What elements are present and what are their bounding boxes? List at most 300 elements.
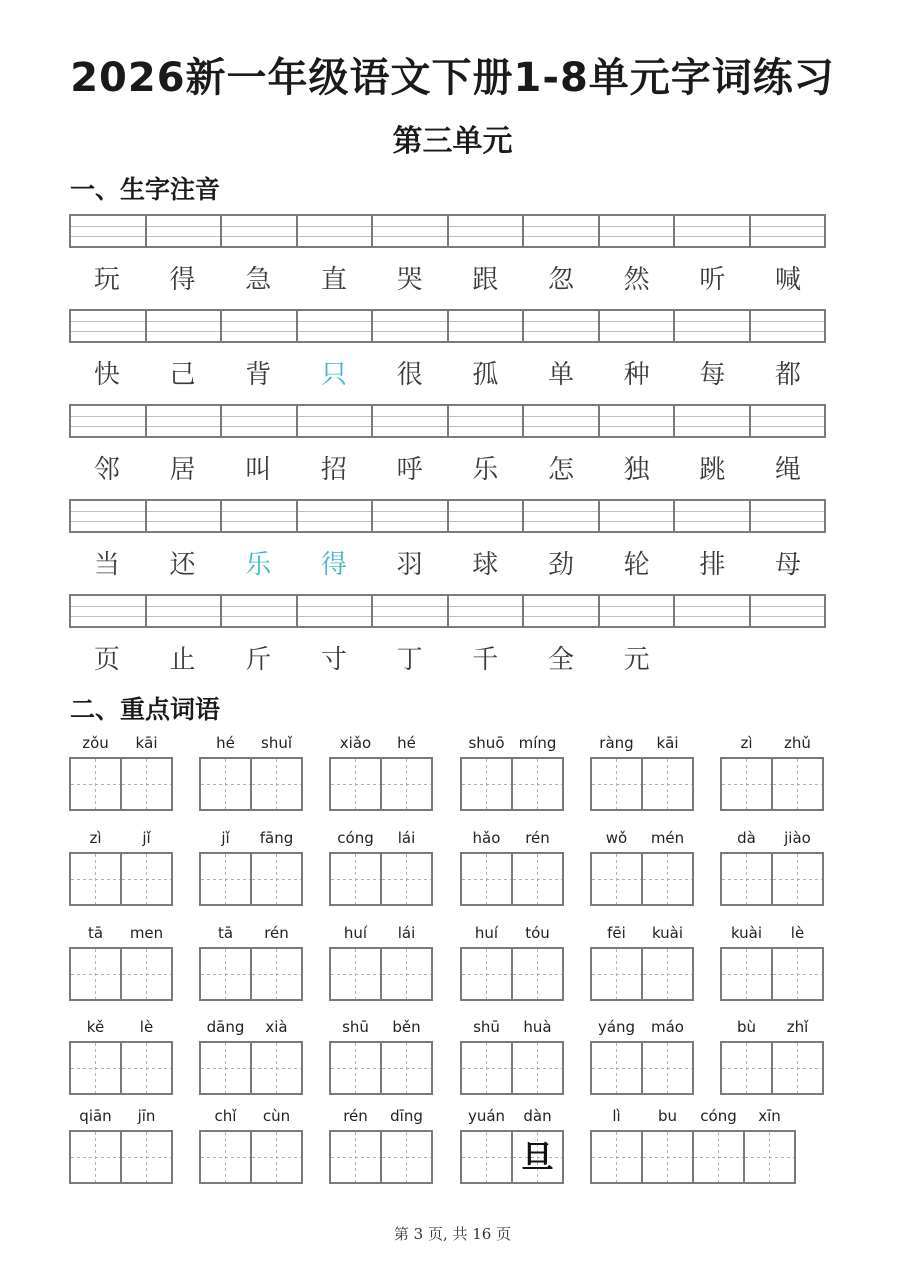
word-pinyin: rén	[525, 829, 550, 847]
tianzige-writing-box[interactable]	[329, 1041, 382, 1095]
tianzige-box-group	[720, 852, 822, 906]
tianzige-writing-box[interactable]	[590, 1130, 643, 1184]
pinyin-answer-cell[interactable]	[751, 406, 825, 436]
pinyin-answer-cell[interactable]	[449, 501, 525, 531]
word-pinyin: yáng	[597, 1018, 636, 1036]
polyphonic-character: 乐	[245, 550, 272, 580]
handwritten-character	[592, 759, 641, 809]
pinyin-answer-cell[interactable]	[751, 311, 825, 341]
handwritten-character	[643, 949, 692, 999]
word-pinyin: shuǐ	[261, 734, 292, 752]
tianzige-writing-box[interactable]	[199, 1041, 252, 1095]
handwritten-character	[592, 949, 641, 999]
new-character: 斤	[245, 645, 272, 675]
tianzige-writing-box[interactable]	[120, 757, 173, 811]
word-item	[199, 1015, 303, 1097]
tianzige-writing-box[interactable]	[511, 947, 564, 1001]
handwritten-character	[592, 854, 641, 904]
pinyin-answer-cell[interactable]	[675, 596, 751, 626]
handwritten-character: 旦	[521, 1138, 554, 1176]
tianzige-box-group	[329, 947, 431, 1001]
tianzige-writing-box[interactable]	[771, 852, 824, 906]
new-character: 页	[93, 645, 120, 675]
word-pinyin: jiào	[784, 829, 811, 847]
handwritten-character	[462, 949, 511, 999]
tianzige-box-group	[199, 947, 301, 1001]
pinyin-answer-cell[interactable]	[675, 216, 751, 246]
word-pinyin: huí	[474, 924, 499, 942]
pinyin-answer-cell[interactable]	[147, 216, 223, 246]
tianzige-writing-box[interactable]	[380, 947, 433, 1001]
pinyin-answer-cell[interactable]	[524, 216, 600, 246]
new-character: 种	[623, 360, 650, 390]
handwritten-character	[201, 1132, 250, 1182]
word-pinyin: ràng	[599, 734, 634, 752]
word-pinyin: tā	[217, 924, 234, 942]
tianzige-writing-box[interactable]	[511, 1041, 564, 1095]
pinyin-writing-row	[69, 404, 826, 438]
tianzige-writing-box[interactable]	[329, 852, 382, 906]
pinyin-answer-cell[interactable]	[71, 406, 147, 436]
word-pinyin: yuán	[467, 1107, 506, 1125]
pinyin-answer-cell[interactable]	[373, 596, 449, 626]
tianzige-writing-box[interactable]	[720, 947, 773, 1001]
tianzige-writing-box[interactable]	[380, 1041, 433, 1095]
tianzige-writing-box[interactable]	[69, 757, 122, 811]
tianzige-writing-box[interactable]	[69, 852, 122, 906]
new-character: 喊	[775, 265, 802, 295]
tianzige-box-group	[720, 757, 822, 811]
document-title: 2026新一年级语文下册1-8单元字词练习	[70, 55, 835, 101]
word-item	[720, 731, 824, 813]
tianzige-writing-box[interactable]	[460, 947, 513, 1001]
character-row	[69, 450, 826, 490]
new-character: 呼	[396, 455, 423, 485]
pinyin-answer-cell[interactable]	[373, 311, 449, 341]
pinyin-answer-cell[interactable]	[222, 406, 298, 436]
new-character: 千	[472, 645, 499, 675]
tianzige-writing-box[interactable]	[692, 1130, 745, 1184]
pinyin-answer-cell[interactable]	[449, 596, 525, 626]
word-pinyin: rén	[264, 924, 289, 942]
handwritten-character	[71, 949, 120, 999]
tianzige-box-group	[329, 1041, 431, 1095]
handwritten-character	[462, 1043, 511, 1093]
word-item	[329, 1104, 433, 1186]
handwritten-character	[773, 854, 822, 904]
tianzige-writing-box[interactable]	[120, 1130, 173, 1184]
pinyin-answer-cell[interactable]	[524, 501, 600, 531]
pinyin-answer-cell[interactable]	[600, 501, 676, 531]
word-pinyin: chǐ	[214, 1107, 237, 1125]
word-item	[720, 921, 824, 1003]
pinyin-answer-cell[interactable]	[449, 216, 525, 246]
tianzige-box-group	[69, 947, 171, 1001]
tianzige-box-group	[460, 947, 562, 1001]
tianzige-box-group	[329, 852, 431, 906]
word-item	[69, 1015, 173, 1097]
new-character: 叫	[245, 455, 272, 485]
tianzige-writing-box[interactable]	[720, 1041, 773, 1095]
pinyin-answer-cell[interactable]	[600, 311, 676, 341]
new-character: 绳	[775, 455, 802, 485]
tianzige-writing-box[interactable]	[460, 1130, 513, 1184]
tianzige-writing-box[interactable]	[120, 852, 173, 906]
pinyin-answer-cell[interactable]	[751, 501, 825, 531]
handwritten-character	[331, 1132, 380, 1182]
pinyin-answer-cell[interactable]	[222, 501, 298, 531]
tianzige-writing-box[interactable]	[380, 1130, 433, 1184]
tianzige-box-group	[590, 757, 692, 811]
word-item	[460, 1104, 564, 1186]
pinyin-answer-cell[interactable]	[675, 406, 751, 436]
new-character: 丁	[396, 645, 423, 675]
pinyin-answer-cell[interactable]	[147, 501, 223, 531]
handwritten-character	[382, 759, 431, 809]
handwritten-character	[122, 1043, 171, 1093]
tianzige-writing-box[interactable]	[771, 1041, 824, 1095]
handwritten-character	[122, 854, 171, 904]
new-character: 都	[775, 360, 802, 390]
new-character: 哭	[396, 265, 423, 295]
word-pinyin: hé	[216, 734, 235, 752]
word-pinyin: bu	[657, 1107, 678, 1125]
new-character: 听	[699, 265, 726, 295]
word-pinyin: cùn	[262, 1107, 291, 1125]
word-pinyin: kuài	[730, 924, 763, 942]
tianzige-box-group	[329, 1130, 431, 1184]
word-pinyin: kě	[86, 1018, 105, 1036]
handwritten-character	[513, 759, 562, 809]
handwritten-character	[252, 854, 301, 904]
word-item	[329, 1015, 433, 1097]
word-pinyin: hé	[397, 734, 416, 752]
word-pinyin: bù	[736, 1018, 757, 1036]
handwritten-character	[722, 759, 771, 809]
tianzige-writing-box[interactable]	[120, 947, 173, 1001]
pinyin-answer-cell[interactable]	[524, 596, 600, 626]
pinyin-answer-cell[interactable]	[71, 501, 147, 531]
new-character: 招	[320, 455, 347, 485]
handwritten-character	[201, 949, 250, 999]
pinyin-answer-cell[interactable]	[449, 406, 525, 436]
word-pinyin: lái	[397, 829, 416, 847]
tianzige-box-group	[199, 1130, 301, 1184]
word-pinyin: cóng	[700, 1107, 737, 1125]
handwritten-character	[71, 759, 120, 809]
handwritten-character	[71, 1043, 120, 1093]
pinyin-answer-cell[interactable]	[373, 216, 449, 246]
handwritten-character	[513, 854, 562, 904]
word-pinyin: zì	[740, 734, 753, 752]
pinyin-answer-cell[interactable]	[751, 216, 825, 246]
tianzige-writing-box[interactable]	[69, 947, 122, 1001]
new-character: 居	[169, 455, 196, 485]
tianzige-box-group	[460, 757, 562, 811]
tianzige-writing-box[interactable]	[641, 1130, 694, 1184]
tianzige-writing-box[interactable]	[771, 947, 824, 1001]
pinyin-answer-cell[interactable]	[298, 596, 374, 626]
tianzige-writing-box[interactable]	[250, 1041, 303, 1095]
handwritten-character	[722, 949, 771, 999]
tianzige-box-group	[329, 757, 431, 811]
new-character: 急	[245, 265, 272, 295]
tianzige-writing-box[interactable]	[511, 757, 564, 811]
tianzige-box-group	[590, 1041, 692, 1095]
handwritten-character	[773, 759, 822, 809]
pinyin-writing-row	[69, 499, 826, 533]
tianzige-box-group	[590, 947, 692, 1001]
tianzige-writing-box[interactable]	[199, 947, 252, 1001]
handwritten-character	[252, 1132, 301, 1182]
new-character: 玩	[93, 265, 120, 295]
pinyin-answer-cell[interactable]	[71, 311, 147, 341]
pinyin-answer-cell[interactable]	[600, 596, 676, 626]
handwritten-character	[201, 1043, 250, 1093]
tianzige-box-group	[199, 852, 301, 906]
handwritten-character	[773, 949, 822, 999]
handwritten-character	[722, 1043, 771, 1093]
pinyin-answer-cell[interactable]	[675, 501, 751, 531]
tianzige-box-group	[460, 1130, 562, 1184]
handwritten-character	[462, 759, 511, 809]
word-pinyin: tā	[87, 924, 104, 942]
word-pinyin: zǒu	[82, 734, 109, 752]
handwritten-character	[252, 949, 301, 999]
pinyin-answer-cell[interactable]	[222, 596, 298, 626]
pinyin-writing-row	[69, 309, 826, 343]
word-pinyin: fāng	[259, 829, 294, 847]
tianzige-writing-box[interactable]	[641, 852, 694, 906]
pinyin-answer-cell[interactable]	[449, 311, 525, 341]
word-pinyin: jīn	[137, 1107, 156, 1125]
handwritten-character	[722, 854, 771, 904]
new-character: 孤	[472, 360, 499, 390]
pinyin-answer-cell[interactable]	[675, 311, 751, 341]
tianzige-writing-box[interactable]	[250, 1130, 303, 1184]
tianzige-writing-box[interactable]	[460, 1041, 513, 1095]
pinyin-answer-cell[interactable]	[147, 596, 223, 626]
word-pinyin: men	[129, 924, 164, 942]
word-pinyin: fēi	[607, 924, 626, 942]
handwritten-character	[382, 1043, 431, 1093]
pinyin-answer-cell[interactable]	[222, 216, 298, 246]
word-item	[69, 731, 173, 813]
word-item	[329, 826, 433, 908]
new-character: 羽	[396, 550, 423, 580]
tianzige-writing-box[interactable]	[641, 1041, 694, 1095]
tianzige-box-group	[720, 947, 822, 1001]
tianzige-writing-box[interactable]	[329, 1130, 382, 1184]
word-pinyin: lái	[397, 924, 416, 942]
tianzige-writing-box[interactable]	[460, 852, 513, 906]
word-pinyin: zì	[89, 829, 102, 847]
word-item	[329, 731, 433, 813]
page-footer: 第 3 页, 共 16 页	[393, 1225, 512, 1243]
pinyin-answer-cell[interactable]	[71, 596, 147, 626]
character-row	[69, 545, 826, 585]
handwritten-character	[643, 759, 692, 809]
handwritten-character	[382, 854, 431, 904]
new-character: 排	[699, 550, 726, 580]
word-item	[199, 1104, 303, 1186]
new-character: 忽	[547, 265, 574, 295]
tianzige-writing-box[interactable]	[590, 947, 643, 1001]
new-character: 怎	[547, 455, 574, 485]
word-pinyin: mén	[650, 829, 685, 847]
pinyin-answer-cell[interactable]	[298, 406, 374, 436]
tianzige-box-group	[199, 757, 301, 811]
tianzige-writing-box[interactable]	[380, 852, 433, 906]
handwritten-character	[201, 759, 250, 809]
word-pinyin: dà	[737, 829, 756, 847]
tianzige-writing-box[interactable]	[250, 947, 303, 1001]
new-character: 全	[547, 645, 574, 675]
handwritten-character	[694, 1132, 743, 1182]
tianzige-writing-box[interactable]	[460, 757, 513, 811]
handwritten-character	[592, 1043, 641, 1093]
tianzige-writing-box[interactable]	[380, 757, 433, 811]
pinyin-answer-cell[interactable]	[298, 311, 374, 341]
tianzige-writing-box[interactable]	[511, 1130, 564, 1184]
new-character: 直	[320, 265, 347, 295]
handwritten-character	[331, 759, 380, 809]
pinyin-writing-row	[69, 214, 826, 248]
tianzige-writing-box[interactable]	[329, 947, 382, 1001]
word-item	[460, 731, 564, 813]
tianzige-writing-box[interactable]	[69, 1041, 122, 1095]
character-row	[69, 640, 826, 680]
new-character: 劲	[547, 550, 574, 580]
handwritten-character	[331, 854, 380, 904]
word-pinyin: lì	[612, 1107, 621, 1125]
pinyin-answer-cell[interactable]	[524, 406, 600, 436]
tianzige-writing-box[interactable]	[720, 757, 773, 811]
word-pinyin: lè	[790, 924, 805, 942]
new-character: 单	[547, 360, 574, 390]
word-pinyin: jǐ	[142, 829, 151, 847]
pinyin-answer-cell[interactable]	[373, 406, 449, 436]
word-item	[199, 826, 303, 908]
tianzige-box-group	[69, 757, 171, 811]
handwritten-character	[643, 854, 692, 904]
handwritten-character	[382, 1132, 431, 1182]
handwritten-character	[643, 1043, 692, 1093]
tianzige-writing-box[interactable]	[199, 852, 252, 906]
word-pinyin: kāi	[135, 734, 158, 752]
new-character: 每	[699, 360, 726, 390]
word-pinyin: cóng	[337, 829, 374, 847]
tianzige-writing-box[interactable]	[511, 852, 564, 906]
handwritten-character	[462, 1132, 511, 1182]
tianzige-writing-box[interactable]	[590, 757, 643, 811]
word-pinyin: máo	[651, 1018, 684, 1036]
tianzige-box-group	[460, 1041, 562, 1095]
word-pinyin: hǎo	[472, 829, 501, 847]
new-character: 己	[169, 360, 196, 390]
word-pinyin: kāi	[656, 734, 679, 752]
word-item	[199, 731, 303, 813]
character-row	[69, 260, 826, 300]
word-pinyin: dāng	[206, 1018, 245, 1036]
handwritten-character	[252, 759, 301, 809]
word-pinyin: shū	[473, 1018, 500, 1036]
handwritten-character	[71, 854, 120, 904]
tianzige-writing-box[interactable]	[641, 757, 694, 811]
unit-title: 第三单元	[392, 124, 513, 159]
pinyin-answer-cell[interactable]	[147, 311, 223, 341]
word-pinyin: shū	[342, 1018, 369, 1036]
new-character: 止	[169, 645, 196, 675]
tianzige-writing-box[interactable]	[329, 757, 382, 811]
word-pinyin: jǐ	[221, 829, 230, 847]
word-item	[199, 921, 303, 1003]
word-item	[590, 731, 694, 813]
handwritten-character	[201, 854, 250, 904]
pinyin-answer-cell[interactable]	[71, 216, 147, 246]
word-item	[460, 826, 564, 908]
word-pinyin: dīng	[390, 1107, 423, 1125]
pinyin-answer-cell[interactable]	[373, 501, 449, 531]
handwritten-character	[122, 949, 171, 999]
new-character: 元	[623, 645, 650, 675]
word-pinyin: míng	[518, 734, 557, 752]
pinyin-answer-cell[interactable]	[222, 311, 298, 341]
word-pinyin: qiān	[79, 1107, 112, 1125]
tianzige-writing-box[interactable]	[641, 947, 694, 1001]
pinyin-answer-cell[interactable]	[600, 406, 676, 436]
pinyin-answer-cell[interactable]	[298, 501, 374, 531]
tianzige-writing-box[interactable]	[590, 852, 643, 906]
new-character: 得	[169, 265, 196, 295]
tianzige-box-group	[69, 1130, 171, 1184]
new-character: 独	[623, 455, 650, 485]
pinyin-answer-cell[interactable]	[751, 596, 825, 626]
tianzige-box-group	[460, 852, 562, 906]
tianzige-writing-box[interactable]	[771, 757, 824, 811]
pinyin-answer-cell[interactable]	[524, 311, 600, 341]
tianzige-writing-box[interactable]	[120, 1041, 173, 1095]
tianzige-writing-box[interactable]	[69, 1130, 122, 1184]
tianzige-writing-box[interactable]	[250, 852, 303, 906]
pinyin-answer-cell[interactable]	[600, 216, 676, 246]
tianzige-box-group	[590, 852, 692, 906]
tianzige-writing-box[interactable]	[199, 757, 252, 811]
polyphonic-character: 得	[320, 550, 347, 580]
section-heading-characters: 一、生字注音	[70, 175, 221, 204]
word-pinyin: huà	[523, 1018, 552, 1036]
new-character: 寸	[320, 645, 347, 675]
handwritten-character	[643, 1132, 692, 1182]
tianzige-box-group	[69, 1041, 171, 1095]
character-row	[69, 355, 826, 395]
pinyin-answer-cell[interactable]	[298, 216, 374, 246]
handwritten-character	[71, 1132, 120, 1182]
new-character: 当	[93, 550, 120, 580]
tianzige-writing-box[interactable]	[590, 1041, 643, 1095]
word-pinyin: rén	[343, 1107, 368, 1125]
word-item	[69, 826, 173, 908]
new-character: 很	[396, 360, 423, 390]
tianzige-writing-box[interactable]	[250, 757, 303, 811]
word-item	[720, 826, 824, 908]
pinyin-answer-cell[interactable]	[147, 406, 223, 436]
tianzige-writing-box[interactable]	[743, 1130, 796, 1184]
new-character: 母	[775, 550, 802, 580]
tianzige-writing-box[interactable]	[199, 1130, 252, 1184]
handwritten-character	[122, 1132, 171, 1182]
tianzige-writing-box[interactable]	[720, 852, 773, 906]
